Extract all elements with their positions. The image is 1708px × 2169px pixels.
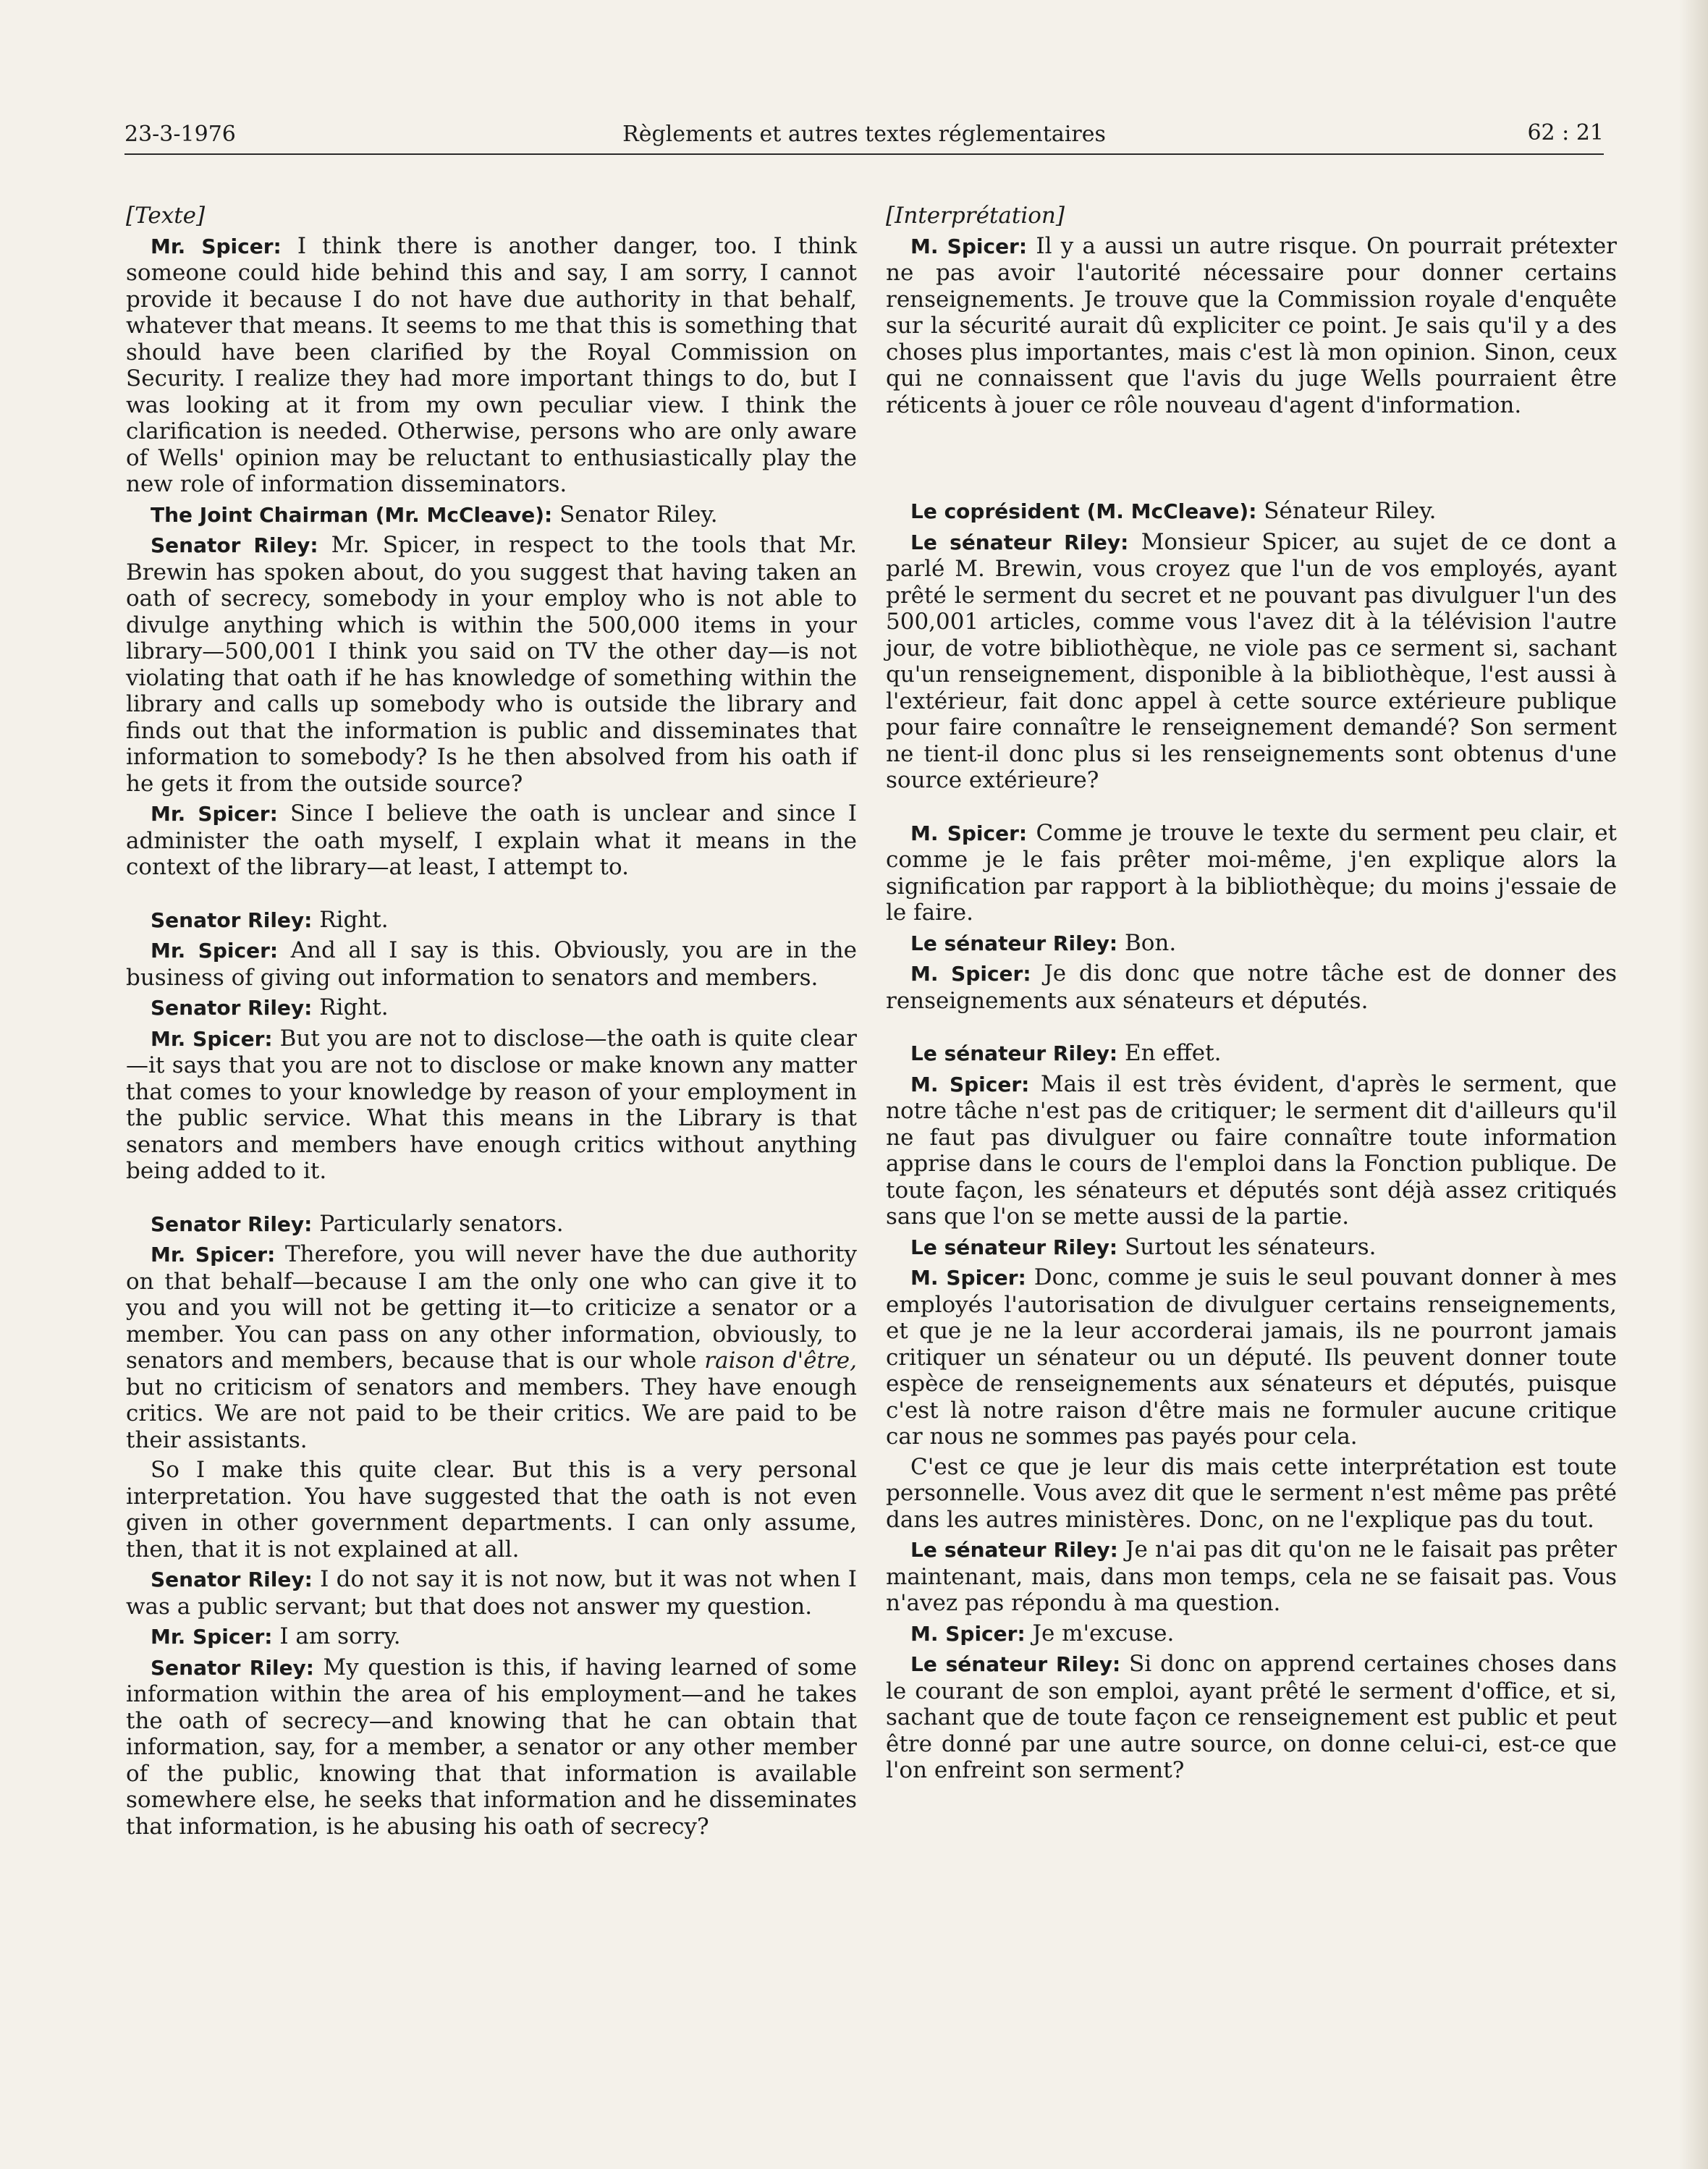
page-header xyxy=(124,109,1604,152)
speaker-name: Le sénateur Riley: xyxy=(910,931,1118,955)
transcript-paragraph xyxy=(126,532,857,797)
speech-text: Monsieur Spicer, au sujet de ce dont a parlé M. Brewin, vous croyez que l'un de vos employés, ayant prêté le serment du secret et ne pouvant pas divulguer l'un des 500,001 articles, comme vous l'avez dit à la télévision l'autre jour, de votre bibliothèque, ne viole pas ce serment si, sachant qu'un renseignement, disponible à la bibliothèque, l'est aussi à l'extérieur, fait donc appel à cette source extérieure publique pour faire connaître le renseignement demandé? Son serment ne tient-il donc plus si les renseignements sont obtenus d'une source extérieure? xyxy=(886,528,1617,793)
transcript-paragraph xyxy=(886,820,1617,926)
transcript-paragraph xyxy=(126,937,857,991)
speech-text: So I make this quite clear. But this is a very personal interpretation. You have suggested that the oath is not even given in other government departments. I can only assume, then, that it is not explained at all. xyxy=(126,1457,857,1563)
speech-text: Bon. xyxy=(1117,929,1177,956)
speaker-name: Senator Riley: xyxy=(151,1568,313,1591)
transcript-paragraph xyxy=(886,233,1617,419)
speaker-name: Mr. Spicer: xyxy=(151,802,278,826)
speech-text: Mr. Spicer, in respect to the tools that Mr. Brewin has spoken about, do you suggest that having taken an oath of secrecy, somebody in your employ who is not able to divulge anything which is within the 500,000 items in your library—500,001 I think you said on TV the other day—is not violating that oath if he has knowledge of something within the library and calls up somebody who is outside the library and finds out that the information is public and disseminates that information to somebody? Is he then absolved from his oath if he gets it from the outside source? xyxy=(126,532,858,797)
speech-text: Surtout les sénateurs. xyxy=(1117,1233,1377,1260)
transcript-paragraph xyxy=(126,907,857,934)
italic-phrase: raison d'être, xyxy=(704,1348,857,1374)
transcript-paragraph xyxy=(126,233,857,498)
language-tag: [Interprétation] xyxy=(886,203,1065,229)
speaker-name: Senator Riley: xyxy=(151,996,313,1020)
transcript-paragraph xyxy=(126,1623,857,1651)
speaker-name: Senator Riley: xyxy=(151,1655,315,1680)
speaker-name: Mr. Spicer: xyxy=(151,1625,273,1649)
speech-text: Comme je trouve le texte du serment peu clair, et comme je le fais prêter moi-même, j'en explique alors la signification par rapport à la bibliothèque; du moins j'essaie de le faire. xyxy=(886,819,1618,926)
speaker-name: Mr. Spicer: xyxy=(151,939,279,963)
speaker-name: Le sénateur Riley: xyxy=(910,530,1129,554)
speech-text: But you are not to disclose—the oath is quite clear—it says that you are not to disclose or make known any matter that comes to your knowledge by reason of your employment in the public service. What this means in the Library is that senators and members have enough critics without anything being added to it. xyxy=(126,1025,857,1184)
speech-text: En effet. xyxy=(1117,1040,1222,1066)
speaker-name: Senator Riley: xyxy=(151,533,318,557)
transcript-paragraph xyxy=(886,529,1617,794)
transcript-paragraph xyxy=(126,1026,857,1185)
speaker-name: M. Spicer: xyxy=(910,821,1028,845)
speech-text: Right. xyxy=(312,994,389,1020)
transcript-paragraph xyxy=(886,1234,1617,1261)
transcript-paragraph xyxy=(886,1651,1617,1784)
transcript-paragraph xyxy=(126,994,857,1022)
speaker-name: Le sénateur Riley: xyxy=(910,1538,1118,1562)
transcript-paragraph xyxy=(126,1457,857,1563)
transcript-paragraph xyxy=(886,1264,1617,1450)
page-edge-shadow xyxy=(1679,0,1708,2169)
english-column xyxy=(126,203,857,1843)
speech-text: Particularly senators. xyxy=(312,1210,564,1237)
transcript-paragraph xyxy=(886,930,1617,957)
speaker-name: M. Spicer: xyxy=(910,1621,1026,1646)
transcript-paragraph xyxy=(886,1071,1617,1230)
language-tag: [Texte] xyxy=(126,203,206,229)
speech-text: Je m'excuse. xyxy=(1025,1620,1175,1646)
transcript-paragraph xyxy=(126,1654,857,1840)
header-title: Règlements et autres textes réglementaires xyxy=(622,122,1106,147)
transcript-paragraph xyxy=(886,1620,1617,1648)
transcript-paragraph xyxy=(126,1211,857,1238)
speaker-name: M. Spicer: xyxy=(910,962,1031,986)
speech-text: Je dis donc que notre tâche est de donner des renseignements aux sénateurs et députés. xyxy=(886,960,1618,1014)
speaker-name: M. Spicer: xyxy=(910,234,1028,258)
speaker-name: M. Spicer: xyxy=(910,1072,1030,1096)
transcript-paragraph xyxy=(126,1241,857,1453)
speaker-name: Le coprésident (M. McCleave): xyxy=(910,499,1257,523)
transcript-paragraph xyxy=(886,1040,1617,1067)
speech-text: Mais il est très évident, d'après le serment, que notre tâche n'est pas de critiquer; le serment dit d'ailleurs qu'il ne faut pas divulguer ou faire connaître toute information apprise dans le cours de l'emploi dans la Fonction publique. De toute façon, les sénateurs et députés sont déjà assez critiqués sans que l'on se mette aussi de la partie. xyxy=(886,1070,1617,1230)
transcript-paragraph xyxy=(886,960,1617,1014)
french-column xyxy=(886,203,1617,1788)
speech-text: Je n'ai pas dit qu'on ne le faisait pas prêter maintenant, mais, dans mon temps, cela ne se faisait pas. Vous n'avez pas répondu à ma question. xyxy=(886,1536,1617,1616)
speaker-name: Le sénateur Riley: xyxy=(910,1235,1118,1259)
transcript-paragraph xyxy=(886,498,1617,525)
header-rule xyxy=(124,153,1604,155)
speaker-name: Le sénateur Riley: xyxy=(910,1652,1121,1676)
speech-text: Il y a aussi un autre risque. On pourrait prétexter ne pas avoir l'autorité nécessaire pour donner certains renseignements. Je trouve que la Commission royale d'enquête sur la sécurité aurait dû expliciter ce point. Je sais qu'il y a des choses plus importantes, mais c'est là mon opinion. Sinon, ceux qui ne connaissent que l'avis du juge Wells pourraient être réticents à jouer ce rôle nouveau d'agent d'information. xyxy=(886,232,1617,418)
header-date: 23-3-1976 xyxy=(124,122,236,147)
speech-text: I think there is another danger, too. I think someone could hide behind this and say, I am sorry, I cannot provide it because I do not have due authority in that behalf, whatever that means. It seems to me that this is something that should have been clarified by the Royal Commission on Security. I realize they had more important things to do, but I was looking at it from my own peculiar view. I think the clarification is needed. Otherwise, persons who are only aware of Wells' opinion may be reluctant to enthusiastically play the new role of information disseminators. xyxy=(126,232,858,497)
transcript-paragraph xyxy=(886,1454,1617,1534)
transcript-paragraph xyxy=(886,1536,1617,1617)
header-page-number: 62 : 21 xyxy=(1527,120,1604,145)
speaker-name: Mr. Spicer: xyxy=(151,234,282,258)
transcript-paragraph xyxy=(126,1566,857,1620)
speech-text: My question is this, if having learned of some information within the area of his employment—and he takes the oath of secrecy—and knowing that he can obtain that information, say, for a member, a senator or any other member of the public, knowing that that information is available somewhere else, he seeks that information and he disseminates that information, is he abusing his oath of secrecy? xyxy=(126,1654,858,1840)
speaker-name: Mr. Spicer: xyxy=(151,1026,273,1051)
speech-text: I am sorry. xyxy=(272,1623,401,1649)
speaker-name: Le sénateur Riley: xyxy=(910,1041,1118,1065)
speech-text: And all I say is this. Obviously, you are in the business of giving out information to senators and members. xyxy=(126,937,857,991)
transcript-paragraph xyxy=(126,502,857,529)
speaker-name: Mr. Spicer: xyxy=(151,1243,276,1267)
speech-text: Right. xyxy=(312,906,389,933)
speech-text: Senator Riley. xyxy=(552,501,718,528)
speech-text: Sénateur Riley. xyxy=(1256,498,1437,524)
speech-text: I do not say it is not now, but it was not when I was a public servant; but that does not answer my question. xyxy=(126,1566,858,1620)
speech-text: Si donc on apprend certaines choses dans le courant de son emploi, ayant prêté le serment d'office, et si, sachant que de toute façon ce renseignement est public et peut être donné par une autre source, on donne celui-ci, est-ce que l'on enfreint son serment? xyxy=(886,1651,1617,1783)
speech-text-continued: but no criticism of senators and members. They have enough critics. We are not paid to be their critics. We are paid to be their assistants. xyxy=(126,1374,857,1453)
speaker-name: Senator Riley: xyxy=(151,908,313,932)
speech-text: Since I believe the oath is unclear and since I administer the oath myself, I explain what it means in the context of the library—at least, I attempt to. xyxy=(126,800,857,880)
transcript-paragraph xyxy=(126,800,857,881)
speaker-name: The Joint Chairman (Mr. McCleave): xyxy=(151,502,553,527)
speech-text: Donc, comme je suis le seul pouvant donner à mes employés l'autorisation de divulguer certains renseignements, et que je ne la leur accorderai jamais, ils ne pourront jamais critiquer un sénateur ou un député. Ils peuvent donner toute espèce de renseignements aux sénateurs et députés, puisque c'est là notre raison d'être mais ne formuler aucune critique car nous ne sommes pas payés pour cela. xyxy=(886,1264,1617,1450)
speech-text: C'est ce que je leur dis mais cette interprétation est toute personnelle. Vous avez dit que le serment n'est même pas prêté dans les autres ministères. Donc, on ne l'explique pas du tout. xyxy=(886,1453,1617,1533)
speaker-name: M. Spicer: xyxy=(910,1266,1026,1290)
speech-text: Therefore, you will never have the due authority on that behalf—because I am the only one who can give it to you and you will not be getting it—to criticize a senator or a member. You can pass on any other information, obviously, to senators and members, because that is our whole xyxy=(126,1241,857,1374)
speaker-name: Senator Riley: xyxy=(151,1212,313,1236)
